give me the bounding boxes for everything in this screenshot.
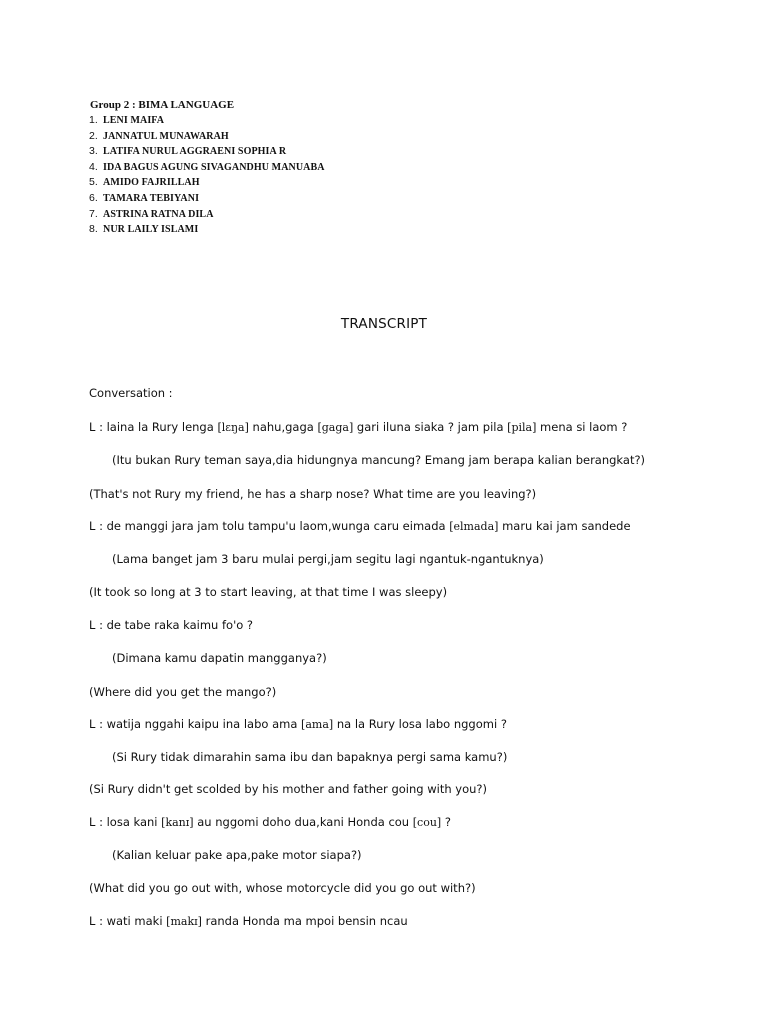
translation-line <box>112 749 507 765</box>
line-text: L : de manggi jara jam tolu tampu'u laom,wunga caru eimada <box>89 519 450 533</box>
line-text: randa Honda ma mpoi bensin ncau <box>201 914 408 928</box>
line-text: L : wati maki <box>89 914 167 928</box>
member-item <box>89 207 325 223</box>
member-item <box>89 222 325 238</box>
ipa-transcription: [lɛŋa] <box>217 421 249 434</box>
transcript-title: TRANSCRIPT <box>340 316 428 332</box>
line-text: nahu,gaga <box>248 420 318 434</box>
member-name: ASTRINA RATNA DILA <box>103 208 214 220</box>
ipa-transcription: [makɪ] <box>166 915 202 928</box>
member-number: 5. <box>89 176 98 189</box>
line-text: L : laina la Rury lenga <box>89 420 218 434</box>
translation-line <box>112 551 544 567</box>
line-text: (Kalian keluar pake apa,pake motor siapa?) <box>112 848 362 862</box>
member-number: 6. <box>89 191 98 204</box>
member-name: TAMARA TEBIYANI <box>103 192 200 204</box>
ipa-transcription: [ama] <box>301 718 334 731</box>
member-number: 3. <box>89 145 98 158</box>
ipa-transcription: [gaga] <box>317 421 354 434</box>
member-item <box>89 129 325 145</box>
line-text: (Lama banget jam 3 baru mulai pergi,jam segitu lagi ngantuk-ngantuknya) <box>112 552 544 566</box>
member-list <box>89 113 325 238</box>
line-text: mena si laom ? <box>536 420 628 434</box>
dialogue-line <box>89 518 631 535</box>
dialogue-line <box>89 617 253 633</box>
line-text: L : losa kani <box>89 815 162 829</box>
line-text: L : watija nggahi kaipu ina labo ama <box>89 717 302 731</box>
english-line <box>89 684 276 700</box>
line-text: (That's not Rury my friend, he has a sharp nose? What time are you leaving?) <box>89 487 537 501</box>
member-name: LATIFA NURUL AGGRAENI SOPHIA R <box>103 146 287 158</box>
member-number: 8. <box>89 223 98 236</box>
translation-line <box>112 847 362 863</box>
line-text: (Itu bukan Rury teman saya,dia hidungnya mancung? Emang jam berapa kalian berangkat?) <box>112 453 646 467</box>
line-text: maru kai jam sandede <box>498 519 631 533</box>
line-text: (Si Rury didn't get scolded by his mother and father going with you?) <box>89 782 487 796</box>
ipa-transcription: [elmada] <box>449 520 499 533</box>
line-text: ? <box>441 815 451 829</box>
dialogue-line <box>89 716 507 733</box>
english-line <box>89 781 487 797</box>
line-text: L : de tabe raka kaimu fo'o ? <box>89 618 254 632</box>
member-item <box>89 175 325 191</box>
member-item <box>89 160 325 176</box>
member-name: JANNATUL MUNAWARAH <box>103 130 229 142</box>
member-name: LENI MAIFA <box>103 115 165 126</box>
line-text: au nggomi doho dua,kani Honda cou <box>193 815 413 829</box>
group-title: Group 2 : BIMA LANGUAGE <box>90 99 235 111</box>
line-text: (What did you go out with, whose motorcycle did you go out with?) <box>89 881 476 895</box>
conversation-label: Conversation : <box>89 386 173 400</box>
member-item <box>89 191 325 207</box>
member-name: NUR LAILY ISLAMI <box>103 224 199 236</box>
member-number: 2. <box>89 129 98 142</box>
member-item <box>89 144 325 160</box>
translation-line <box>112 452 645 468</box>
translation-line <box>112 650 327 666</box>
ipa-transcription: [kanɪ] <box>161 816 194 829</box>
dialogue-line <box>89 913 408 930</box>
line-text: (It took so long at 3 to start leaving, at that time I was sleepy) <box>89 585 448 599</box>
member-item <box>89 113 325 129</box>
line-text: gari iluna siaka ? jam pila <box>353 420 508 434</box>
member-name: AMIDO FAJRILLAH <box>103 177 200 189</box>
english-line <box>89 486 536 502</box>
member-name: IDA BAGUS AGUNG SIVAGANDHU MANUABA <box>103 161 325 173</box>
line-text: (Si Rury tidak dimarahin sama ibu dan bapaknya pergi sama kamu?) <box>112 750 508 764</box>
member-number: 1. <box>89 114 98 126</box>
english-line <box>89 584 447 600</box>
line-text: na la Rury losa labo nggomi ? <box>333 717 507 731</box>
member-number: 4. <box>89 160 98 173</box>
member-number: 7. <box>89 207 98 220</box>
line-text: (Dimana kamu dapatin mangganya?) <box>112 651 327 665</box>
dialogue-line <box>89 419 627 436</box>
ipa-transcription: [pila] <box>507 421 537 434</box>
ipa-transcription: [cou] <box>412 816 442 829</box>
dialogue-line <box>89 814 451 831</box>
line-text: (Where did you get the mango?) <box>89 685 277 699</box>
english-line <box>89 880 476 896</box>
